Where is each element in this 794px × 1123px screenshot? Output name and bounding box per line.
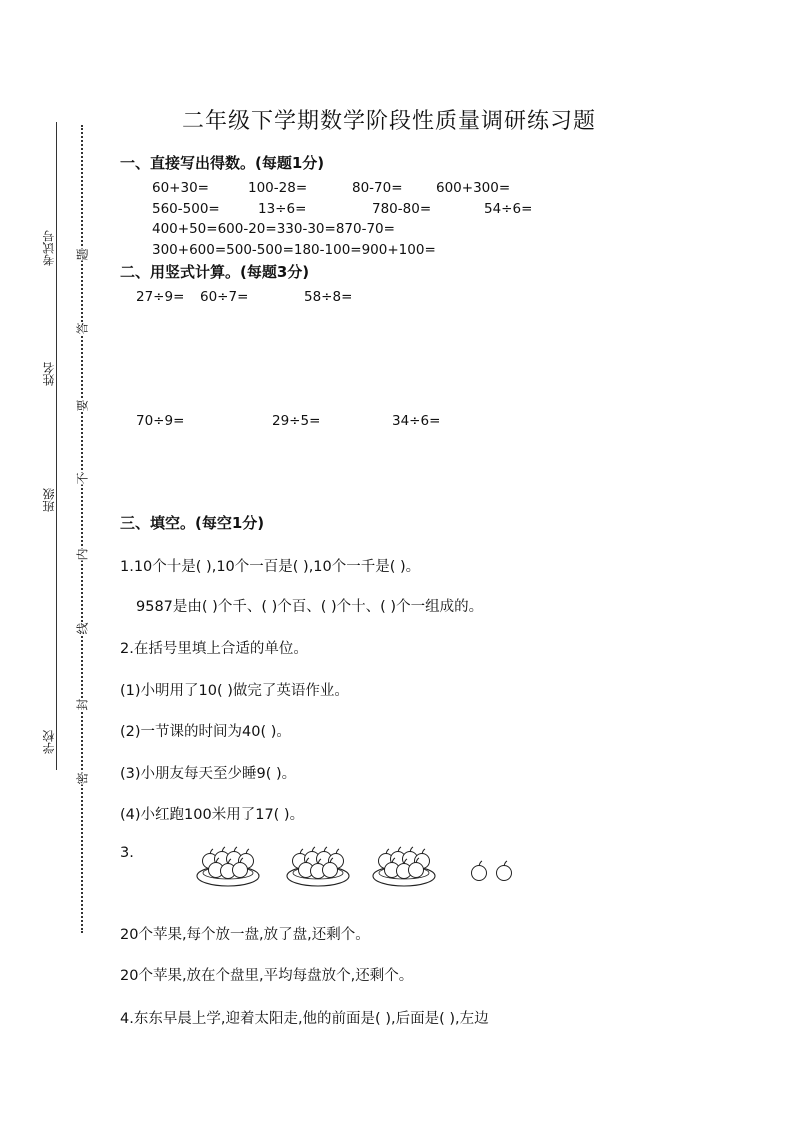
calc-row: 300+600=500-500=180-100=900+100= — [152, 242, 436, 258]
vertical-calc-item: 70÷9= — [136, 413, 185, 429]
question-1a: 1.10个十是( ),10个一百是( ),10个一千是( )。 — [120, 559, 421, 575]
question-2-item: (4)小红跑100米用了17( )。 — [120, 807, 305, 823]
plate-1 — [197, 847, 259, 886]
page-title: 二年级下学期数学阶段性质量调研练习题 — [182, 109, 597, 134]
school-label: 学校 — [42, 730, 56, 754]
binding-solid-line — [56, 122, 57, 770]
calc-item: 560-500= — [152, 201, 220, 217]
section1-heading: 一、直接写出得数。(每题1分) — [120, 154, 325, 172]
seal-char: 内 — [75, 548, 90, 561]
question-2-item: (2)一节课的时间为40( )。 — [120, 724, 291, 740]
vertical-calc-item: 27÷9= — [136, 289, 185, 305]
seal-char: 要 — [75, 399, 90, 412]
calc-item: 100-28= — [248, 180, 308, 196]
apple-plates-illustration — [190, 840, 530, 896]
question-3-number: 3. — [120, 845, 134, 861]
question-1b: 9587是由( )个千、( )个百、( )个十、( )个一组成的。 — [136, 599, 484, 615]
question-2-item: (1)小明用了10( )做完了英语作业。 — [120, 683, 349, 699]
seal-char: 答 — [75, 322, 90, 335]
question-2: 2.在括号里填上合适的单位。 — [120, 641, 308, 657]
question-3a: 20个苹果,每个放一盘,放了盘,还剩个。 — [120, 927, 370, 943]
calc-item: 54÷6= — [484, 201, 533, 217]
vertical-calc-item: 60÷7= — [200, 289, 249, 305]
calc-item: 600+300= — [436, 180, 511, 196]
exam-number-label: 考试号 — [42, 230, 56, 266]
binding-dotted-line — [81, 125, 83, 933]
vertical-calc-item: 34÷6= — [392, 413, 441, 429]
vertical-calc-item: 29÷5= — [272, 413, 321, 429]
section2-heading: 二、用竖式计算。(每题3分) — [120, 263, 310, 281]
question-3b: 20个苹果,放在个盘里,平均每盘放个,还剩个。 — [120, 968, 414, 984]
calc-item: 780-80= — [372, 201, 432, 217]
calc-row: 400+50=600-20=330-30=870-70= — [152, 221, 395, 237]
class-label: 班级 — [42, 488, 56, 512]
section3-heading: 三、填空。(每空1分) — [120, 514, 265, 532]
calc-item: 80-70= — [352, 180, 403, 196]
seal-char: 题 — [75, 248, 90, 261]
vertical-calc-item: 58÷8= — [304, 289, 353, 305]
plate-3 — [373, 847, 435, 886]
loose-apples — [472, 861, 512, 881]
seal-char: 密 — [75, 772, 90, 785]
calc-item: 13÷6= — [258, 201, 307, 217]
seal-char: 不 — [75, 472, 90, 485]
plate-2 — [287, 847, 349, 886]
seal-char: 线 — [75, 622, 90, 635]
seal-char: 封 — [75, 698, 90, 711]
question-2-item: (3)小朋友每天至少睡9( )。 — [120, 766, 297, 782]
calc-item: 60+30= — [152, 180, 209, 196]
question-4: 4.东东早晨上学,迎着太阳走,他的前面是( ),后面是( ),左边 — [120, 1011, 489, 1027]
name-label: 姓名 — [42, 362, 56, 386]
